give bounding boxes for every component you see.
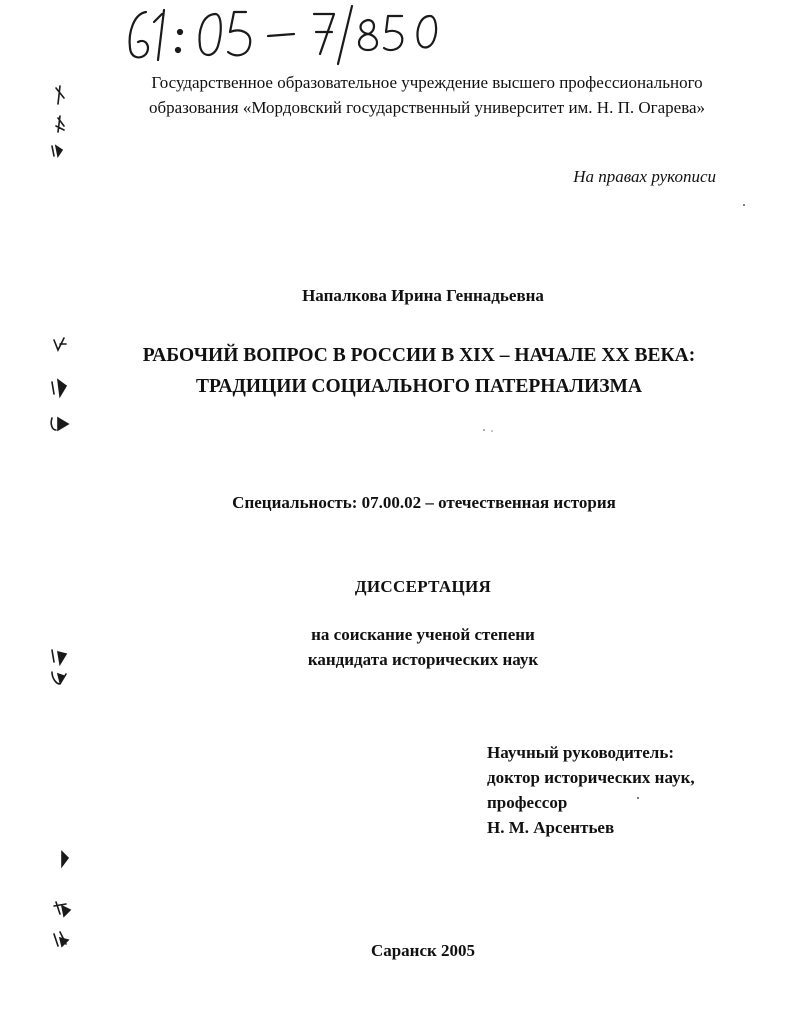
rights-note: На правах рукописи [573,167,716,186]
binding-mark [54,902,70,916]
supervisor-block [487,740,695,840]
supervisor-degree: доктор исторических наук, [487,768,695,787]
specialty-line: Специальность: 07.00.02 – отечественная история [232,493,616,512]
handwritten-archive-code [118,2,458,68]
institution-line-2: образования «Мордовский государственный университет им. Н. П. Огарева» [148,98,706,117]
author-name: Напалкова Ирина Геннадьевна [302,286,544,305]
city-year: Саранск 2005 [370,941,476,960]
title-line-2: ТРАДИЦИИ СОЦИАЛЬНОГО ПАТЕРНАЛИЗМА [195,376,643,397]
supervisor-rank: профессор [487,793,568,812]
binding-mark [62,852,68,866]
title-line-1: РАБОЧИЙ ВОПРОС В РОССИИ В XIX – НАЧАЛЕ XX ВЕКА: [142,345,696,366]
binding-mark [52,380,66,396]
binding-mark [56,86,64,104]
binding-mark [51,418,68,430]
binding-hole-marks [0,0,120,1025]
binding-mark [52,650,66,664]
institution-block [120,70,734,120]
binding-mark [54,932,68,946]
binding-mark [52,146,62,156]
institution-line-1: Государственное образовательное учреждение высшего профессионального [151,73,703,92]
binding-mark [54,338,66,350]
binding-mark [52,672,66,684]
supervisor-name: Н. М. Арсентьев [487,818,615,837]
binding-mark [56,116,64,132]
document-type: ДИССЕРТАЦИЯ [354,577,492,596]
degree-line-1: на соискание ученой степени [311,625,535,644]
degree-line-2: кандидата исторических наук [307,650,539,669]
supervisor-role: Научный руководитель: [487,743,674,762]
